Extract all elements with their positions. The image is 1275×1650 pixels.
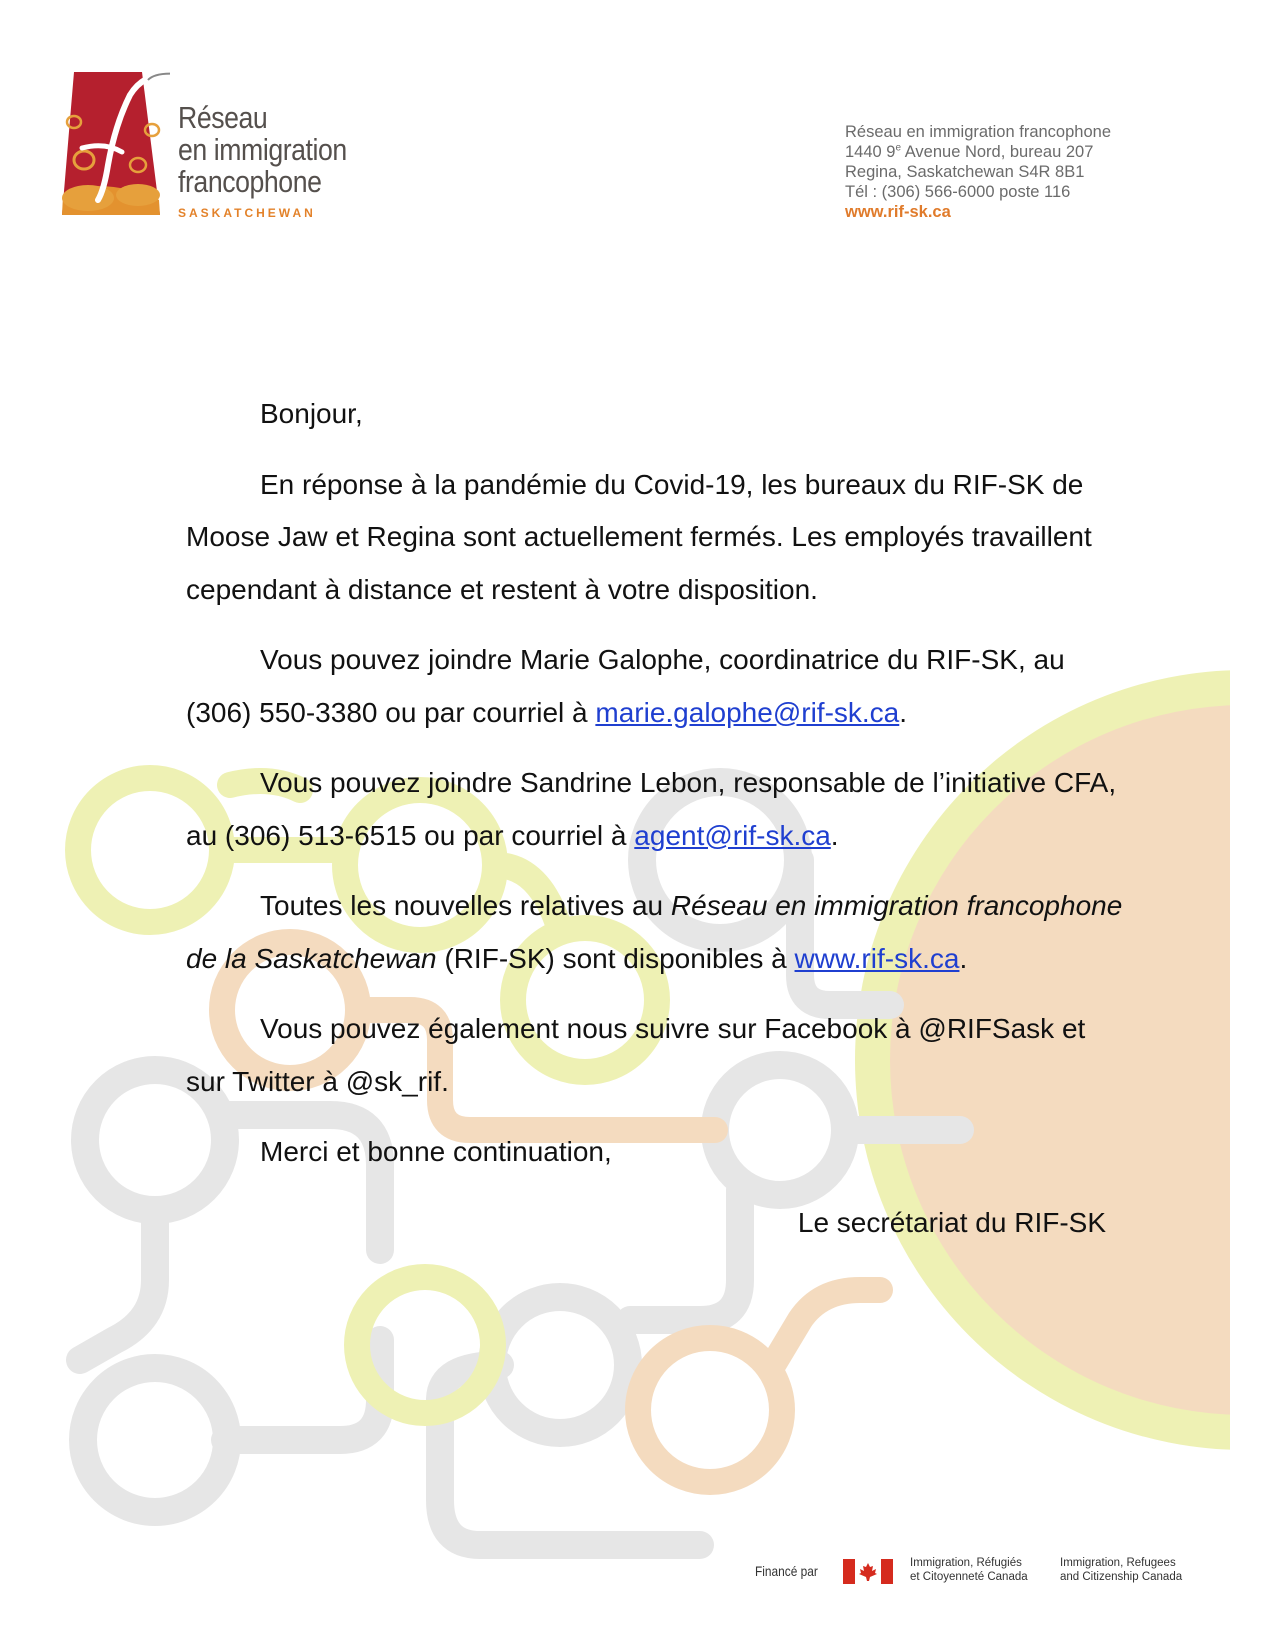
paragraph-contact-cfa — [186, 757, 1126, 862]
greeting: Bonjour, — [260, 398, 363, 429]
address-city: Regina, Saskatchewan S4R 8B1 — [845, 163, 1085, 181]
address-street-rest: Avenue Nord, bureau 207 — [901, 143, 1094, 161]
paragraph-news — [186, 880, 1126, 985]
news-prefix: Toutes les nouvelles relatives au — [260, 890, 671, 921]
ircc-french — [910, 1556, 1028, 1584]
deco-gray-line-2 — [80, 1210, 155, 1360]
deco-orange-line-2 — [770, 1290, 880, 1370]
logo-text-line-3: francophone — [178, 164, 322, 199]
address-website[interactable]: www.rif-sk.ca — [845, 203, 951, 221]
logo-text-line-2: en immigration — [178, 132, 347, 167]
canada-flag-icon — [843, 1559, 893, 1584]
news-suffix: (RIF-SK) sont disponibles à — [436, 942, 795, 974]
contact-cfa-text: Vous pouvez joindre Sandrine Lebon, responsable de l’initiative CFA, au (306) 513-6515 ou par courriel à — [186, 767, 1117, 851]
paragraph-social: Vous pouvez également nous suivre sur Facebook à @RIFSask et sur Twitter à @sk_rif. — [186, 1013, 1086, 1097]
contact-coordinator-text: Vous pouvez joindre Marie Galophe, coordinatrice du RIF-SK, au (306) 550-3380 ou par courriel à — [186, 644, 1065, 728]
letterhead-address — [845, 122, 1111, 222]
ircc-english — [1060, 1556, 1182, 1584]
organization-logo — [60, 70, 380, 230]
signature: Le secrétariat du RIF-SK — [797, 1206, 1106, 1238]
ircc-english-line-1: Immigration, Refugees — [1060, 1557, 1176, 1569]
cfa-email-link[interactable]: agent@rif-sk.ca — [634, 819, 831, 851]
logo-province: SASKATCHEWAN — [178, 206, 316, 220]
funded-by-label: Financé par — [755, 1563, 818, 1579]
period: . — [959, 942, 968, 974]
paragraph-contact-coordinator — [186, 634, 1126, 739]
ircc-french-line-2: et Citoyenneté Canada — [910, 1571, 1028, 1583]
ircc-french-line-1: Immigration, Réfugiés — [910, 1557, 1022, 1569]
address-street-sup: e — [895, 142, 902, 154]
address-org: Réseau en immigration francophone — [845, 123, 1111, 141]
paragraph-closure-notice: En réponse à la pandémie du Covid-19, les bureaux du RIF-SK de Moose Jaw et Regina sont actuellement fermés. Les employés travaillent cependant à distance et restent à votre disposition. — [186, 468, 1092, 605]
letter-body — [186, 388, 1126, 1267]
closing: Merci et bonne continuation, — [260, 1136, 612, 1167]
deco-orange-ring-2 — [638, 1338, 782, 1482]
coordinator-email-link[interactable]: marie.galophe@rif-sk.ca — [595, 696, 900, 728]
period: . — [899, 696, 908, 728]
news-org-name: Réseau en immigration francophone de la Saskatchewan — [186, 890, 1123, 974]
logo-text-line-1: Réseau — [178, 100, 268, 135]
period: . — [830, 819, 839, 851]
deco-gray-ring-3 — [83, 1368, 227, 1512]
funding-footer — [755, 1553, 1215, 1593]
address-phone: Tél : (306) 566-6000 poste 116 — [845, 183, 1071, 201]
website-link[interactable]: www.rif-sk.ca — [794, 942, 960, 974]
address-street-number: 1440 9 — [845, 143, 896, 161]
address-street — [845, 142, 1111, 162]
ircc-english-line-2: and Citizenship Canada — [1060, 1571, 1183, 1583]
rif-logo-mark — [60, 70, 170, 230]
